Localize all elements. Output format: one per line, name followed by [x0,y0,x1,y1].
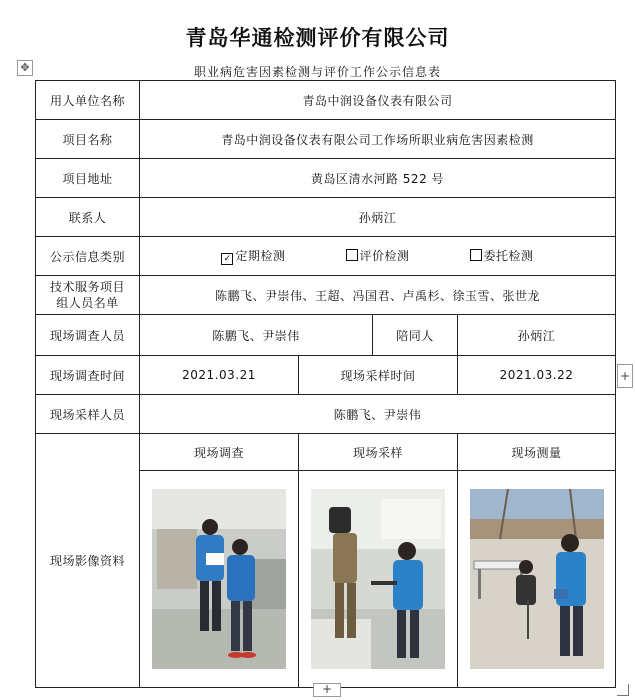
checkbox-checked-icon[interactable]: ✓ [223,254,232,264]
page-title: 青岛华通检测评价有限公司 [185,26,450,50]
project-label: 项目名称 [36,120,140,159]
photo-cell-survey [140,471,299,688]
category-option-label: 委托检测 [483,249,534,263]
survey-staff-value: 陈鹏飞、尹崇伟 [140,315,373,356]
table-subtitle: 职业病危害因素检测与评价工作公示信息表 [193,65,441,79]
table-row-employer [36,81,616,120]
category-label: 公示信息类别 [36,237,140,276]
sampling-staff-value: 陈鹏飞、尹崇伟 [140,395,616,434]
survey-photo-image [152,489,286,669]
resize-corner-icon[interactable] [617,684,629,696]
project-value: 青岛中润设备仪表有限公司工作场所职业病危害因素检测 [140,120,616,159]
add-column-plus-icon[interactable]: + [617,364,633,388]
images-label: 现场影像资料 [36,434,140,688]
table-move-handle-icon[interactable]: ✥ [17,60,33,76]
photo-cell-measure [458,471,616,688]
contact-label: 联系人 [36,198,140,237]
category-options [140,237,616,276]
measure-photo [470,489,604,669]
team-label-line1: 技术服务项目 [49,280,125,294]
table-row-category [36,237,616,276]
employer-value: 青岛中润设备仪表有限公司 [140,81,616,120]
team-label-line2: 组人员名单 [56,296,119,310]
measure-photo-image [470,489,604,669]
table-row-project [36,120,616,159]
table-row-contact [36,198,616,237]
image-header-measure: 现场测量 [458,434,616,471]
sampling-photo-image [311,489,445,669]
checkbox-empty-icon[interactable] [470,249,482,261]
category-option-commissioned[interactable] [470,249,534,263]
category-option-evaluation[interactable] [346,249,410,263]
category-option-label: 评价检测 [359,249,410,263]
table-row-survey-staff [36,315,616,356]
accompany-label: 陪同人 [373,315,458,356]
table-row-sampling-staff [36,395,616,434]
table-row-team [36,276,616,315]
image-header-survey: 现场调查 [140,434,299,471]
photo-cell-sampling [299,471,458,688]
survey-time-value: 2021.03.21 [140,356,299,395]
add-row-plus-icon[interactable]: + [313,683,341,697]
sampling-photo [311,489,445,669]
accompany-value: 孙炳江 [458,315,616,356]
survey-time-label: 现场调查时间 [36,356,140,395]
info-table [35,80,616,688]
table-row-address [36,159,616,198]
survey-staff-label: 现场调查人员 [36,315,140,356]
category-option-periodic[interactable] [221,249,285,263]
sampling-time-label: 现场采样时间 [299,356,458,395]
address-value: 黄岛区清水河路 522 号 [140,159,616,198]
employer-label: 用人单位名称 [36,81,140,120]
table-row-image-headers [36,434,616,471]
category-option-label: 定期检测 [235,249,286,263]
sampling-time-value: 2021.03.22 [458,356,616,395]
address-label: 项目地址 [36,159,140,198]
survey-photo [152,489,286,669]
sampling-staff-label: 现场采样人员 [36,395,140,434]
table-row-times [36,356,616,395]
team-label [36,276,140,315]
team-value: 陈鹏飞、尹崇伟、王超、冯国君、卢禹杉、徐玉雪、张世龙 [140,276,616,315]
checkbox-empty-icon[interactable] [346,249,358,261]
image-header-sampling: 现场采样 [299,434,458,471]
contact-value: 孙炳江 [140,198,616,237]
